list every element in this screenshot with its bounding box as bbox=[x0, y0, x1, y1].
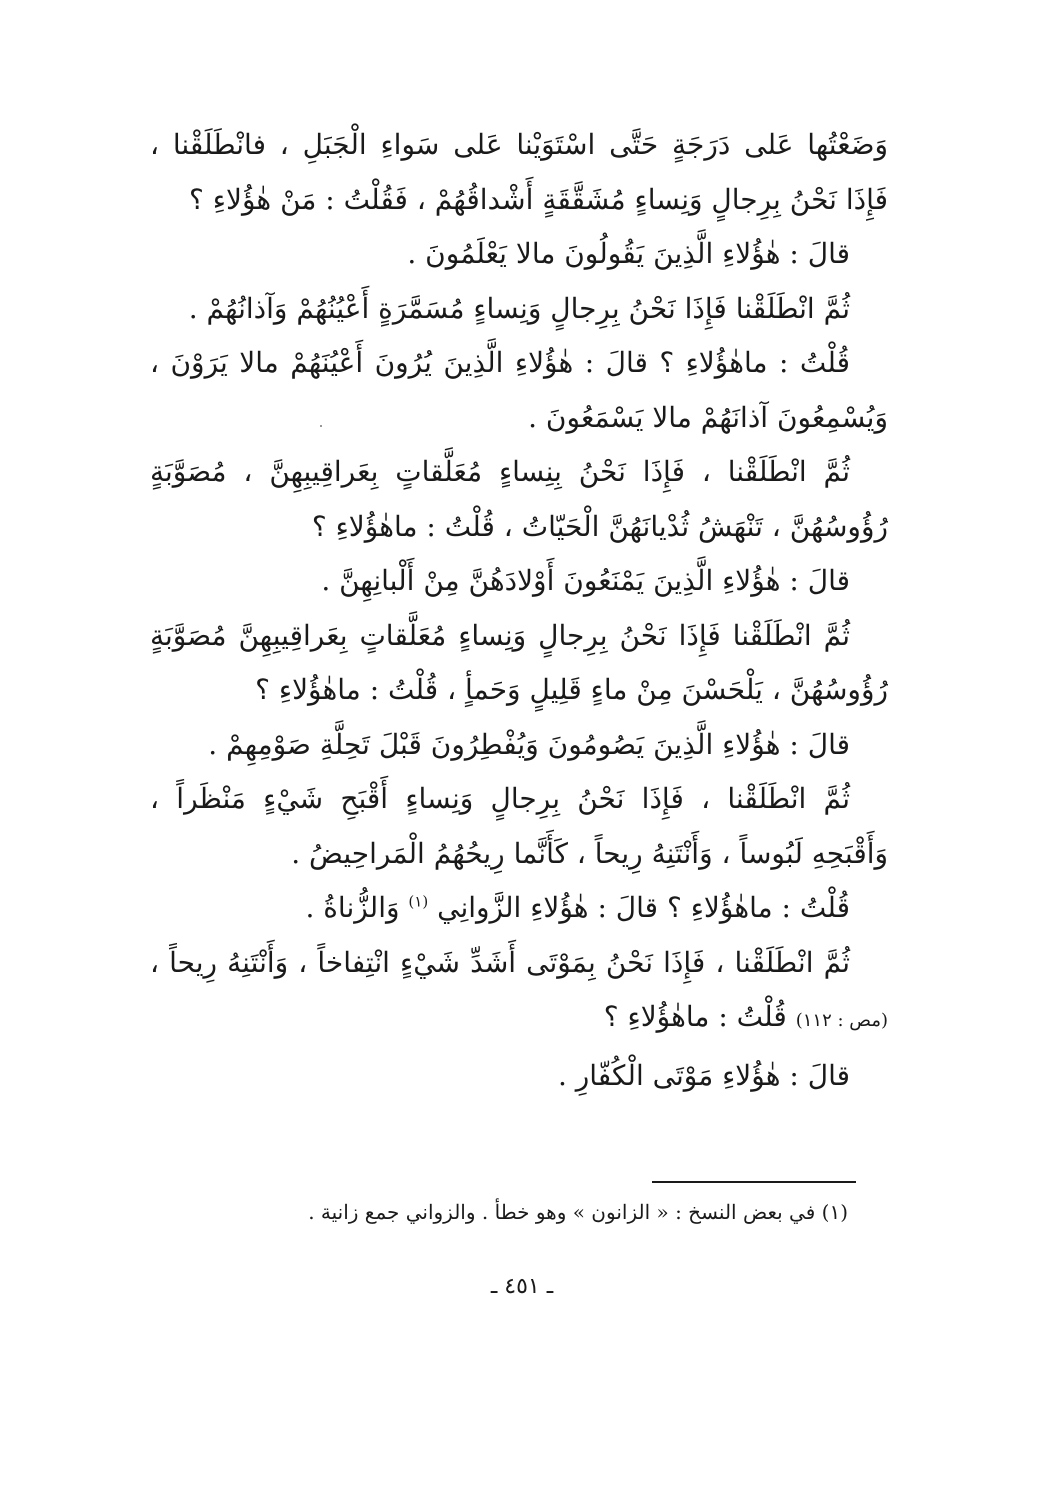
paragraph: قالَ : هٰؤُلاءِ مَوْتَى الْكُفّارِ . bbox=[557, 1058, 850, 1092]
paragraph-text: ثُمَّ انْطَلَقْنا ، فَإِذَا نَحْنُ بِمَوْتَى أَشَدِّ شَيْءٍ انْتِفاخاً ، وَأَنْتَنِهُ رِيحاً ، bbox=[150, 945, 850, 979]
paragraph: قالَ : هٰؤُلاءِ الَّذِينَ يَقُولُونَ مالا يَعْلَمُونَ . bbox=[407, 237, 850, 270]
page-number: ـ ٤٥١ ـ bbox=[490, 1274, 554, 1299]
paragraph: قُلْتُ : ماهٰؤُلاءِ ؟ قالَ : هٰؤُلاءِ الَّذِينَ يُرُونَ أَعْيُنَهُمْ مالا يَرَوْنَ ، وَيُسْمِعُونَ آذانَهُمْ مالا يَسْمَعُونَ . bbox=[150, 346, 888, 434]
footnote-divider bbox=[652, 1181, 856, 1183]
paragraph: ثُمَّ انْطَلَقْنا فَإِذَا نَحْنُ بِرِجالٍ وَنِساءٍ مُعَلَّقاتٍ بِعَراقِيبِهِنَّ مُصَوَّبَةٍ رُؤُوسُهُنَّ ، يَلْحَسْنَ مِنْ ماءٍ قَلِيلٍ وَحَمأٍ ، قُلْتُ : ماهٰؤُلاءِ ؟ bbox=[150, 618, 888, 706]
paragraph: قالَ : هٰؤُلاءِ الَّذِينَ يَمْنَعُونَ أَوْلادَهُنَّ مِنْ أَلْبانِهِنَّ . bbox=[321, 564, 850, 597]
paragraph-text: وَالزُّناةُ . bbox=[305, 891, 400, 924]
paragraph: ثُمَّ انْطَلَقْنا ، فَإِذَا نَحْنُ بِنِساءٍ مُعَلَّقاتٍ بِعَراقِيبِهِنَّ ، مُصَوَّبَةٍ رُؤُوسُهُنَّ ، تَنْهَشُ ثُدْيانَهُنَّ الْحَيّاتُ ، قُلْتُ : ماهٰؤُلاءِ ؟ bbox=[150, 455, 888, 543]
paragraph: ثُمَّ انْطَلَقْنا فَإِذَا نَحْنُ بِرِجالٍ وَنِساءٍ مُسَمَّرَةٍ أَعْيُنُهُمْ وَآذانُهُمْ . bbox=[188, 291, 850, 325]
footnote-marker: (١) bbox=[408, 892, 429, 911]
source-reference: (مص : ١١٢) bbox=[795, 1010, 888, 1031]
paragraph: وَضَعْتُها عَلى دَرَجَةٍ حَتَّى اسْتَوَيْنا عَلى سَواءِ الْجَبَلِ ، فانْطَلَقْنا ، فَإِذَا نَحْنُ بِرِجالٍ وَنِساءٍ مُشَقَّقَةٍ أَشْداقُهُمْ ، فَقُلْتُ : مَنْ هٰؤُلاءِ ؟ bbox=[150, 128, 889, 216]
paragraph: قالَ : هٰؤُلاءِ الَّذِينَ يَصُومُونَ وَيُفْطِرُونَ قَبْلَ تَحِلَّةِ صَوْمِهِمْ . bbox=[208, 727, 850, 761]
footnote: (١) في بعض النسخ : « الزانون » وهو خطأ . والزواني جمع زانية . bbox=[308, 1200, 848, 1224]
paragraph: ثُمَّ انْطَلَقْنا ، فَإِذَا نَحْنُ بِرِجالٍ وَنِساءٍ أَقْبَحِ شَيْءٍ مَنْظَراً ، وَأَقْبَحِهِ لَبُوساً ، وَأَنْتَنِهُ رِيحاً ، كَأَنَّما رِيحُهُمُ الْمَراحِيضُ . bbox=[150, 782, 888, 870]
paragraph-with-footnote bbox=[150, 881, 888, 936]
paragraph-text: قُلْتُ : ماهٰؤُلاءِ ؟ bbox=[603, 1000, 787, 1033]
scan-speck bbox=[320, 425, 322, 427]
paragraph-with-reference bbox=[150, 936, 888, 1049]
main-text bbox=[150, 118, 888, 1103]
paragraph-text: قُلْتُ : ماهٰؤُلاءِ ؟ قالَ : هٰؤُلاءِ الزَّوانِي bbox=[437, 891, 850, 924]
